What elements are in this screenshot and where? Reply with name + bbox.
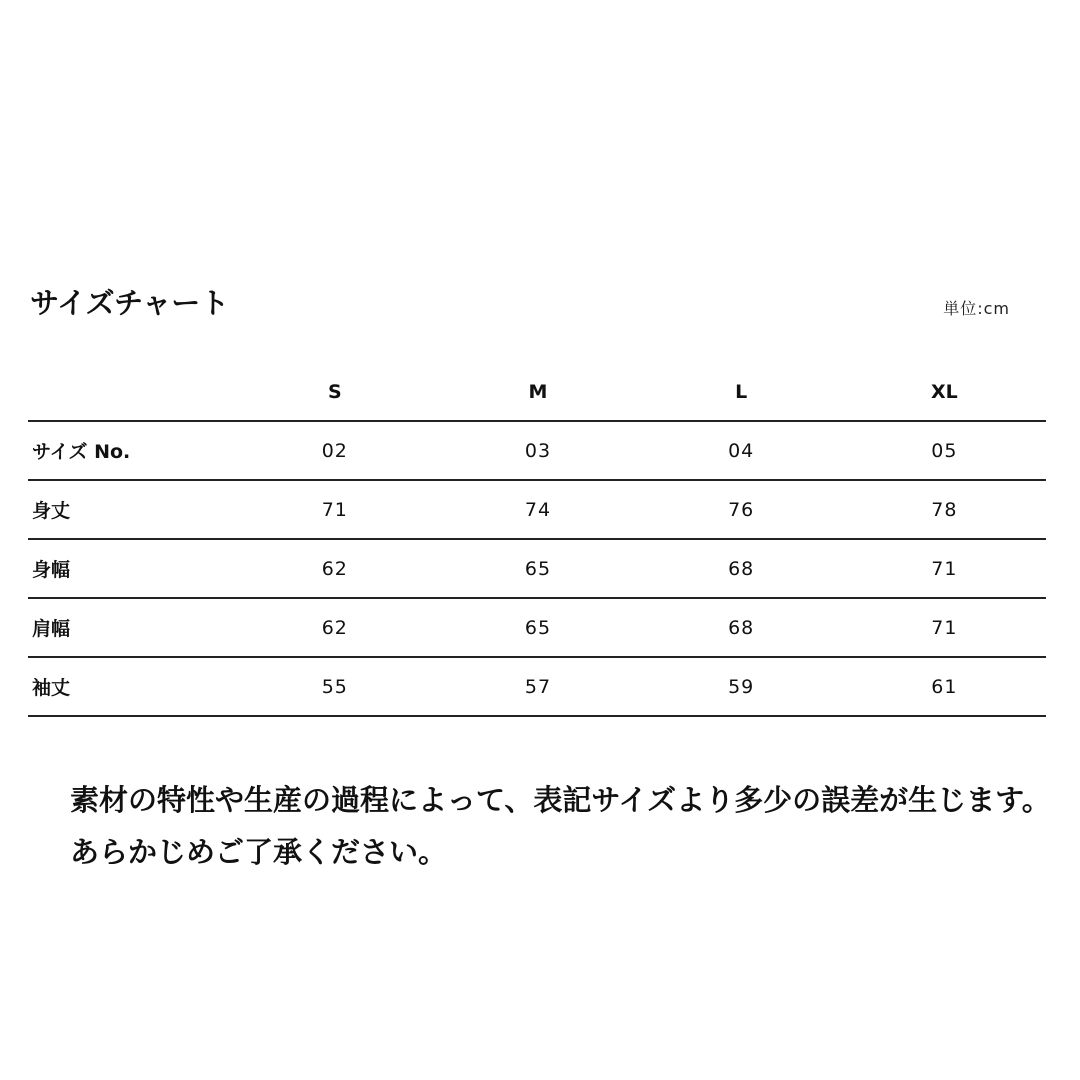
row-label-body-length: 身丈	[28, 480, 233, 539]
column-header-l: L	[640, 363, 843, 421]
table-row	[28, 539, 1046, 598]
table-cell: 65	[436, 598, 639, 657]
table-cell: 55	[233, 657, 436, 716]
table-cell: 03	[436, 421, 639, 480]
table-cell: 68	[640, 598, 843, 657]
table-cell: 04	[640, 421, 843, 480]
row-label-shoulder-width: 肩幅	[28, 598, 233, 657]
table-row	[28, 421, 1046, 480]
table-cell: 65	[436, 539, 639, 598]
table-cell: 61	[843, 657, 1046, 716]
table-cell: 02	[233, 421, 436, 480]
size-chart-table	[28, 363, 1046, 717]
table-row	[28, 598, 1046, 657]
row-label-size-no: サイズ No.	[28, 421, 233, 480]
table-cell: 05	[843, 421, 1046, 480]
row-label-body-width: 身幅	[28, 539, 233, 598]
column-header-empty	[28, 363, 233, 421]
table-cell: 59	[640, 657, 843, 716]
disclaimer-line-2: あらかじめご了承ください。	[70, 835, 448, 869]
table-cell: 78	[843, 480, 1046, 539]
table-cell: 74	[436, 480, 639, 539]
unit-label: 単位:cm	[943, 299, 1010, 318]
table-header-row	[28, 363, 1046, 421]
table-cell: 71	[843, 539, 1046, 598]
table-row	[28, 480, 1046, 539]
disclaimer-note	[70, 774, 1050, 878]
table-cell: 71	[843, 598, 1046, 657]
column-header-xl: XL	[843, 363, 1046, 421]
table-cell: 57	[436, 657, 639, 716]
table-row	[28, 657, 1046, 716]
column-header-m: M	[436, 363, 639, 421]
table-cell: 62	[233, 539, 436, 598]
page-title: サイズチャート	[30, 286, 230, 320]
row-label-sleeve-length: 袖丈	[28, 657, 233, 716]
column-header-s: S	[233, 363, 436, 421]
disclaimer-line-1: 素材の特性や生産の過程によって、表記サイズより多少の誤差が生じます。	[70, 783, 1051, 817]
table-cell: 71	[233, 480, 436, 539]
table-cell: 62	[233, 598, 436, 657]
table-cell: 76	[640, 480, 843, 539]
table-cell: 68	[640, 539, 843, 598]
